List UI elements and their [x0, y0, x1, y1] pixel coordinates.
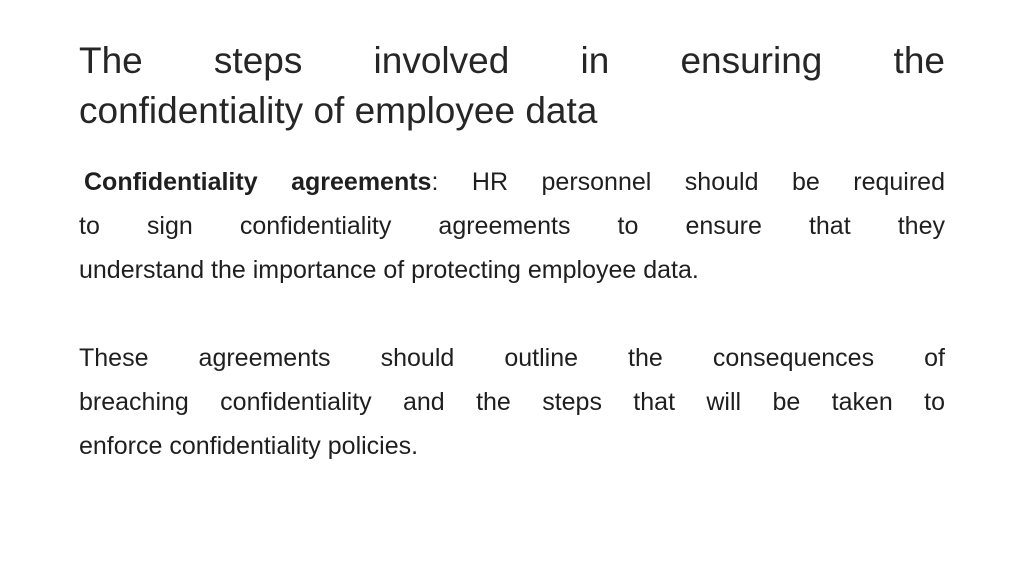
slide-title	[79, 36, 945, 136]
paragraph-line	[79, 160, 945, 204]
paragraph-line: to sign confidentiality agreements to ensure that they	[79, 212, 945, 240]
term-separator: :	[431, 168, 439, 196]
paragraph-line: enforce confidentiality policies.	[79, 432, 419, 460]
term-heading: Confidentiality agreements	[84, 168, 432, 196]
slide-body	[79, 160, 945, 468]
slide-title-line-1: The steps involved in ensuring the	[79, 40, 945, 81]
paragraph-line: understand the importance of protecting employee data.	[79, 256, 699, 284]
paragraph-consequences	[79, 336, 945, 468]
paragraph-spacer	[79, 292, 945, 336]
paragraph-line: breaching confidentiality and the steps that will be taken to	[79, 388, 945, 416]
paragraph-confidentiality-agreements	[79, 160, 945, 292]
slide-title-line-2: confidentiality of employee data	[79, 90, 598, 131]
paragraph-text: HR personnel should be required	[438, 168, 945, 196]
paragraph-line: These agreements should outline the consequences of	[79, 344, 945, 372]
